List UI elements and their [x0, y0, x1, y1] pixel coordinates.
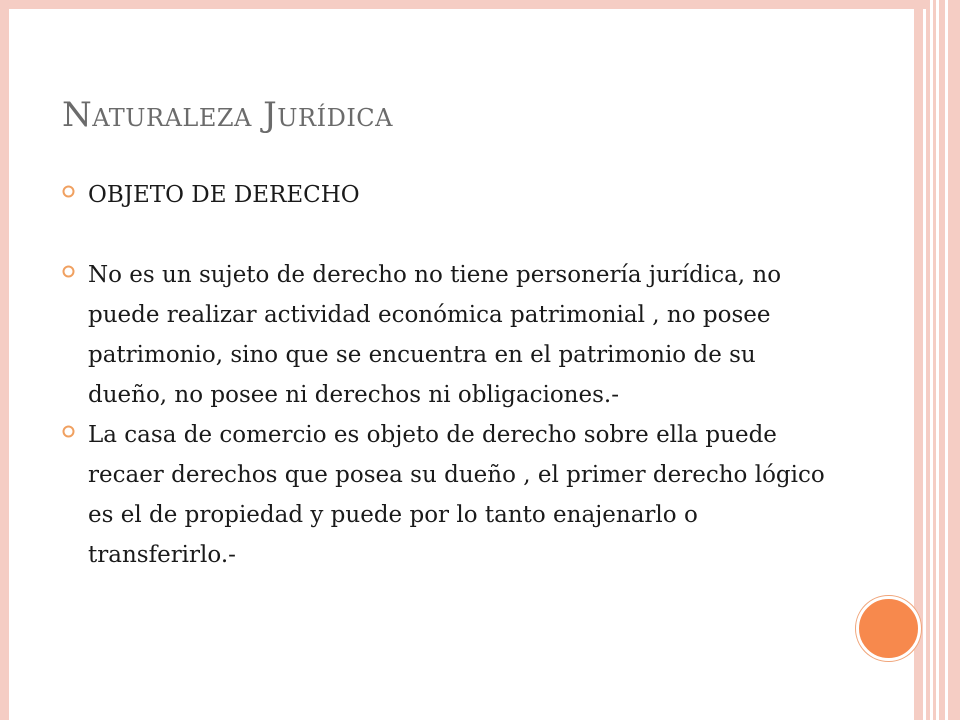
right-edge-stripes	[914, 0, 960, 720]
stripe	[948, 0, 960, 720]
slide-content	[62, 175, 832, 575]
decorative-orange-circle	[856, 596, 921, 661]
slide-title: Naturaleza Jurídica	[62, 95, 394, 135]
bullet-text: No es un sujeto de derecho no tiene personería jurídica, no puede realizar actividad económica patrimonial , no posee patrimonio, sino que se encuentra en el patrimonio de su dueño, no posee ni derechos ni obligaciones.-	[88, 262, 782, 408]
hollow-circle-bullet-icon	[62, 185, 75, 198]
bullet-text: La casa de comercio es objeto de derecho sobre ella puede recaer derechos que posea su dueño , el primer derecho lógico es el de propiedad y puede por lo tanto enajenarlo o transferirlo.-	[88, 422, 825, 568]
frame-left-border	[0, 0, 9, 720]
stripe	[933, 0, 936, 720]
bullet-item	[62, 255, 832, 415]
frame-top-border	[0, 0, 930, 9]
hollow-circle-bullet-icon	[62, 425, 75, 438]
stripe	[939, 0, 945, 720]
stripe	[926, 0, 930, 720]
bullet-item	[62, 175, 832, 215]
bullet-text: OBJETO DE DERECHO	[88, 182, 360, 208]
hollow-circle-bullet-icon	[62, 265, 75, 278]
bullet-item	[62, 415, 832, 575]
